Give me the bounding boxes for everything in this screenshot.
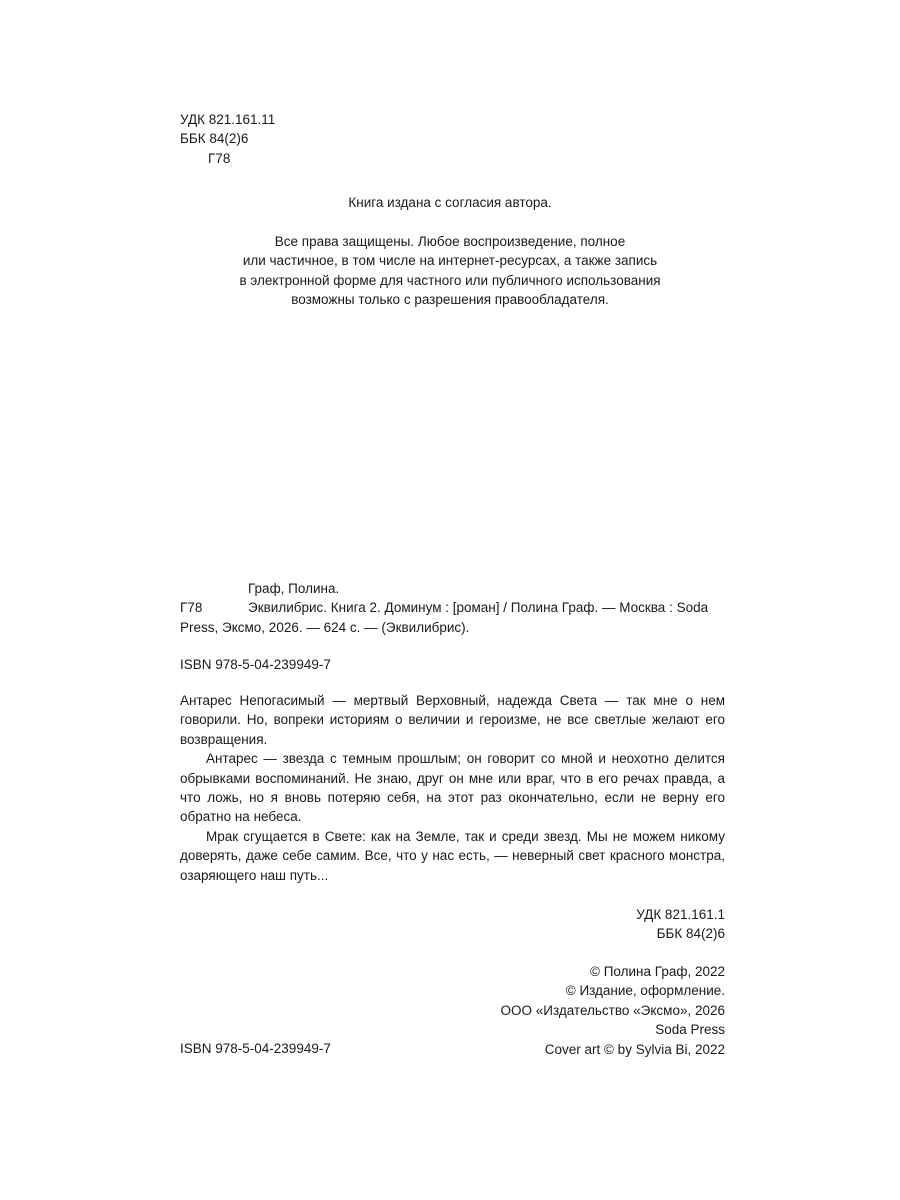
rights-line: Все права защищены. Любое воспроизведение, полное [274,234,626,249]
annotation-paragraph: Антарес Непогасимый — мертвый Верховный, надежда Света — так мне о нем говорили. Но, вопреки историям о величии и героизме, не все светлые желают его возвращения. [180,693,725,747]
copyright-line: Cover art © by Sylvia Bi, 2022 [544,1041,725,1057]
isbn-text: ISBN 978-5-04-239949-7 [180,1041,331,1056]
annotation-paragraph: Мрак сгущается в Свете: как на Земле, так и среди звезд. Мы не можем никому доверять, даже себе самим. Все, что у нас есть, — неверный свет красного монстра, озаряющего наш путь... [180,828,725,883]
catalog-author: Граф, Полина. [248,581,340,596]
copyright-line: © Полина Граф, 2022 [590,964,725,979]
bbk-code: ББК 84(2)6 [180,131,249,147]
rights-notice [0,232,900,310]
classification-block-bottom [636,905,725,944]
consent-notice [0,193,900,212]
copyright-line: Soda Press [655,1022,725,1038]
classification-block [180,110,275,168]
udk-code: УДК 821.161.1 [636,907,725,922]
author-mark: Г78 [208,150,231,166]
rights-line: или частичное, в том числе на интернет-ресурсах, а также запись [242,253,658,269]
copyright-line: © Издание, оформление. [565,983,725,999]
copyright-line: ООО «Издательство «Эксмо», 2026 [500,1002,725,1018]
isbn-text: ISBN 978-5-04-239949-7 [180,657,331,672]
catalog-author-mark: Г78 [180,600,203,616]
udk-code: УДК 821.161.11 [180,112,276,127]
rights-line: в электронной форме для частного или публичного использования [239,272,661,288]
consent-text: Книга издана с согласия автора. [348,195,552,210]
catalog-record [180,579,725,637]
isbn-bottom [180,1039,331,1058]
catalog-description-line: Эквилибрис. Книга 2. Доминум : [роман] / Полина Граф. — Москва : Soda [248,600,709,616]
bbk-code: ББК 84(2)6 [656,926,725,942]
isbn [180,655,331,674]
annotation [180,691,725,885]
annotation-paragraph: Антарес — звезда с темным прошлым; он говорит со мной и неохотно делится обрывками воспоминаний. Не знаю, друг он мне или враг, что в его речах правда, а что ложь, но я вновь потеряю себя, на этот раз окончательно, если не верну его обратно на небеса. [180,751,725,825]
catalog-description-line: Press, Эксмо, 2026. — 624 с. — (Эквилибрис). [180,619,470,635]
rights-line: возможны только с разрешения правообладателя. [291,292,609,308]
copyright-block [500,962,725,1059]
